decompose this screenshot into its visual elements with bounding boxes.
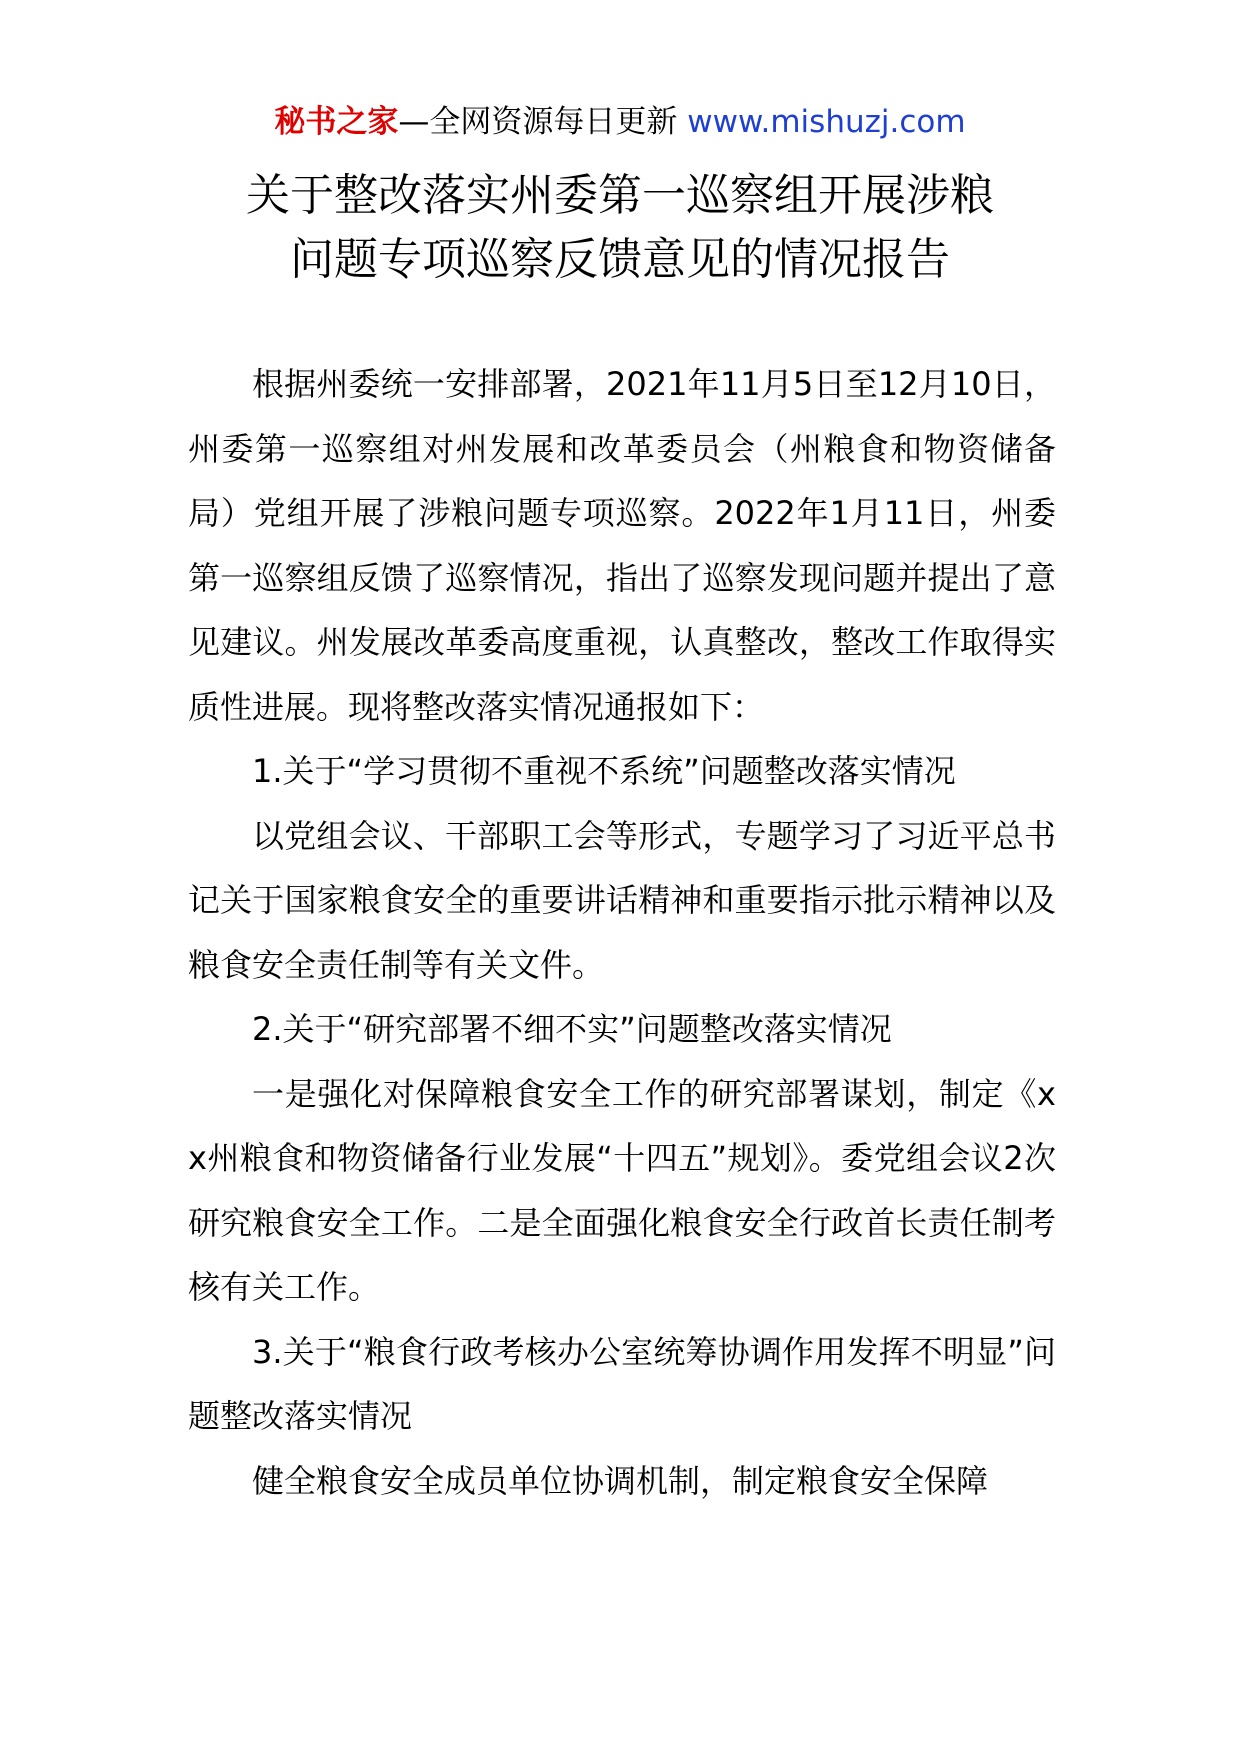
paragraph-section-2: 一是强化对保障粮食安全工作的研究部署谋划，制定《xx州粮食和物资储备行业发展“十四五”规划》。委党组会议2次研究粮食安全工作。二是全面强化粮食安全行政首长责任制考核有关工作。: [188, 1074, 1056, 1306]
section-heading-3: 3.关于“粮食行政考核办公室统筹协调作用发挥不明显”问题整改落实情况: [188, 1332, 1056, 1435]
document-title: [0, 164, 1240, 292]
paragraph-intro: 根据州委统一安排部署，2021年11月5日至12月10日，州委第一巡察组对州发展和改革委员会（州粮食和物资储备局）党组开展了涉粮问题专项巡察。2022年1月11日，州委第一巡察组反馈了巡察情况，指出了巡察发现问题并提出了意见建议。州发展改革委高度重视，认真整改，整改工作取得实质性进展。现将整改落实情况通报如下：: [188, 365, 1056, 726]
title-line-2: 问题专项巡察反馈意见的情况报告: [290, 234, 950, 285]
paragraph-section-1: 以党组会议、干部职工会等形式，专题学习了习近平总书记关于国家粮食安全的重要讲话精神和重要指示批示精神以及粮食安全责任制等有关文件。: [188, 816, 1056, 984]
paragraph-section-3: 健全粮食安全成员单位协调机制，制定粮食安全保障: [252, 1461, 989, 1500]
site-url-link[interactable]: www.mishuzj.com: [687, 104, 966, 140]
site-header: [0, 100, 1240, 144]
document-body: [188, 352, 1056, 1513]
section-heading-1: 1.关于“学习贯彻不重视不系统”问题整改落实情况: [252, 752, 956, 790]
section-heading-2: 2.关于“研究部署不细不实”问题整改落实情况: [252, 1010, 892, 1048]
site-tagline: —全网资源每日更新: [398, 104, 688, 140]
title-line-1: 关于整改落实州委第一巡察组开展涉粮: [246, 170, 994, 221]
site-brand: 秘书之家: [274, 104, 399, 140]
